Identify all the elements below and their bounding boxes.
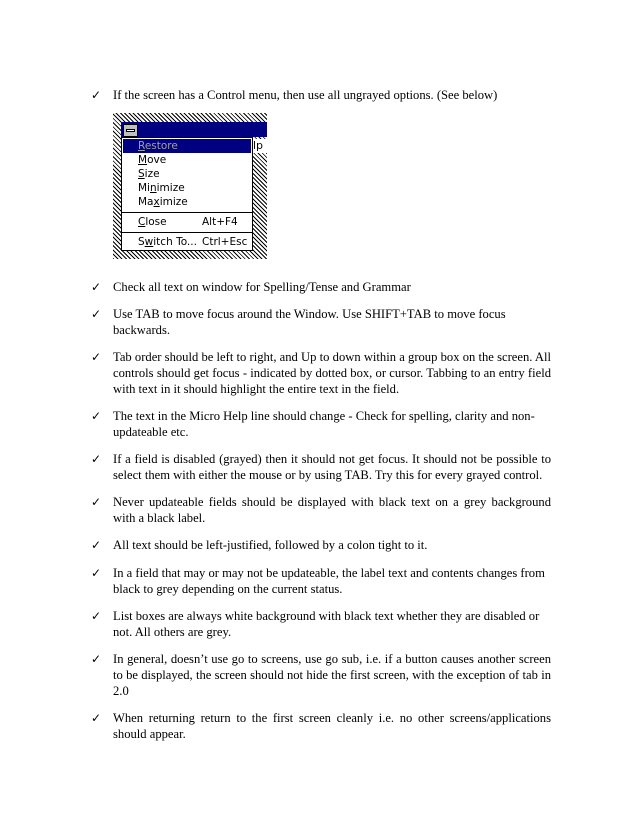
item-text: Tab order should be left to right, and Up to down within a group box on the screen. All controls should get focus - indicated by dotted box, or cursor. Tabbing to an entry field with text in it should highlight the entire text in the field. bbox=[113, 350, 551, 396]
menubar-help-fragment: lp bbox=[253, 139, 267, 153]
item-text: Never updateable fields should be displayed with black text on a grey background with a black label. bbox=[113, 495, 551, 525]
checklist-item bbox=[91, 451, 551, 483]
menu-separator bbox=[122, 212, 252, 213]
check-icon: ✓ bbox=[91, 452, 102, 466]
checklist-item bbox=[91, 565, 551, 597]
item-text: All text should be left-justified, followed by a colon tight to it. bbox=[113, 538, 428, 552]
item-text: List boxes are always white background with black text whether they are disabled or not. All others are grey. bbox=[113, 609, 540, 639]
menu-item-maximize[interactable]: Maximize bbox=[138, 196, 188, 208]
check-icon: ✓ bbox=[91, 307, 102, 321]
checklist-item bbox=[91, 306, 551, 338]
checklist-item bbox=[91, 651, 551, 699]
checklist-item bbox=[91, 279, 551, 295]
checklist-item bbox=[91, 537, 551, 553]
checklist-item bbox=[91, 349, 551, 397]
control-menu-screenshot bbox=[113, 113, 267, 259]
item-text: In general, doesn’t use go to screens, use go sub, i.e. if a button causes another screen to be displayed, the screen should not hide the first screen, with the exception of tab in 2.0 bbox=[113, 652, 551, 698]
item-text: In a field that may or may not be updateable, the label text and contents changes from black to grey depending on the current status. bbox=[113, 566, 545, 596]
window-titlebar bbox=[121, 122, 267, 137]
check-icon: ✓ bbox=[91, 280, 102, 294]
menu-item-restore[interactable]: Restore bbox=[123, 139, 251, 153]
checklist-item bbox=[91, 608, 551, 640]
check-icon: ✓ bbox=[91, 409, 102, 423]
item-text: Check all text on window for Spelling/Tense and Grammar bbox=[113, 280, 411, 294]
shortcut-switch-to: Ctrl+Esc bbox=[202, 236, 248, 248]
item-text: The text in the Micro Help line should change - Check for spelling, clarity and non-updateable etc. bbox=[113, 409, 535, 439]
check-icon: ✓ bbox=[91, 566, 102, 580]
menu-item-move[interactable]: Move bbox=[138, 154, 167, 166]
menu-separator bbox=[122, 232, 252, 233]
check-icon: ✓ bbox=[91, 495, 102, 509]
menu-item-switch-to[interactable]: Switch To... Ctrl+Esc bbox=[138, 236, 248, 248]
menu-item-close[interactable]: Close Alt+F4 bbox=[138, 216, 238, 228]
shortcut-close: Alt+F4 bbox=[202, 216, 238, 228]
check-icon: ✓ bbox=[91, 538, 102, 552]
checklist-item bbox=[91, 408, 551, 440]
check-icon: ✓ bbox=[91, 350, 102, 364]
menu-item-minimize[interactable]: Minimize bbox=[138, 182, 185, 194]
item-text: If a field is disabled (grayed) then it should not get focus. It should not be possible to select them with either the mouse or by using TAB. Try this for every grayed control. bbox=[113, 452, 551, 482]
control-menu-box-icon bbox=[123, 124, 138, 137]
checklist-item bbox=[91, 87, 551, 103]
checklist-item bbox=[91, 710, 551, 742]
check-icon: ✓ bbox=[91, 88, 102, 102]
item-text: If the screen has a Control menu, then use all ungrayed options. (See below) bbox=[113, 88, 498, 102]
control-menu bbox=[121, 137, 253, 251]
check-icon: ✓ bbox=[91, 711, 102, 725]
menu-item-size[interactable]: Size bbox=[138, 168, 160, 180]
check-icon: ✓ bbox=[91, 609, 102, 623]
item-text: Use TAB to move focus around the Window. Use SHIFT+TAB to move focus backwards. bbox=[113, 307, 506, 337]
item-text: When returning return to the first screen cleanly i.e. no other screens/applications should appear. bbox=[113, 711, 551, 741]
checklist-item bbox=[91, 494, 551, 526]
check-icon: ✓ bbox=[91, 652, 102, 666]
